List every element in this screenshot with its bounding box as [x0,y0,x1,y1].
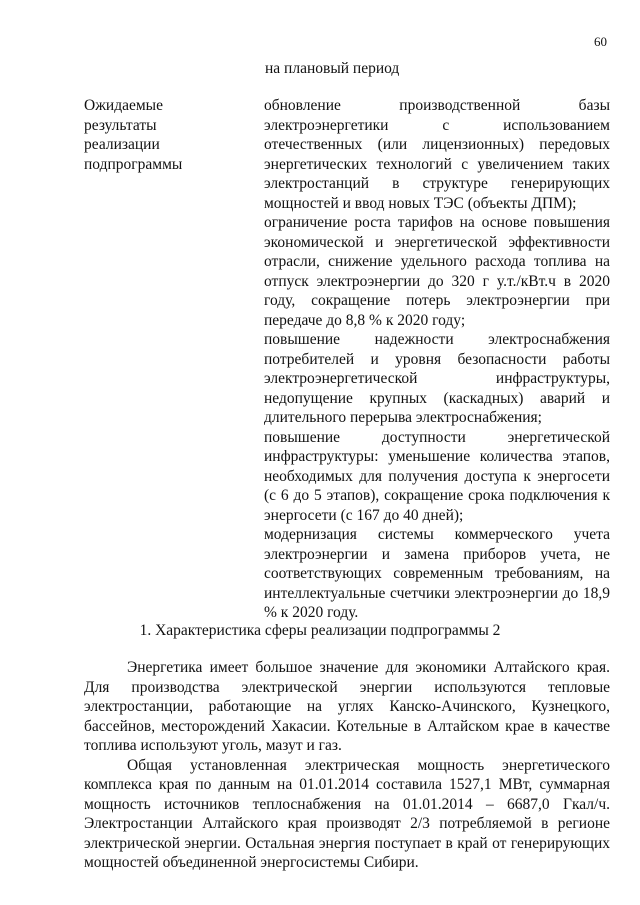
summary-label [84,96,244,174]
paragraph: Общая установленная электрическая мощность энергетического комплекса края по данным на 01.01.2014 составила 1527,1 МВт, суммарная мощность источников теплоснабжения на 01.01.2014 – 6687,0 Гкал/ч. Электростанции Алтайского края производят 2/3 потребляемой в регионе электрической энергии. Остальная энергия поступает в край от генерирующих мощностей объединенной энергосистемы Сибири. [84,756,610,871]
summary-label-line: результаты [84,116,157,134]
page-number: 60 [594,34,607,49]
period-line: на плановый период [265,60,400,77]
result-item: повышение доступности энергетической инфраструктуры: уменьшение количества этапов, необходимых для получения доступа к энергосети (с 6 до 5 этапов), сокращение срока подключения к энергосети (с 167 до 40 дней); [264,428,610,524]
summary-label-line: реализации [84,136,160,153]
body-text [84,658,610,873]
paragraph: Энергетика имеет большое значение для экономики Алтайского края. Для производства электрической энергии используются тепловые электростанции, работающие на углях Канско-Ачинского, Кузнецкого, бассейнов, месторождений Хакасии. Котельные в Алтайском крае в качестве топлива используют уголь, мазут и газ. [84,659,610,754]
section-heading: 1. Характеристика сферы реализации подпрограммы 2 [139,622,501,639]
result-item: ограничение роста тарифов на основе повышения экономической и энергетической эффективности отрасли, снижение удельного расхода топлива на отпуск электроэнергии до 320 г у.т./кВт.ч в 2020 году, сокращение потерь электроэнергии при передаче до 8,8 % к 2020 году; [264,214,610,329]
expected-results [264,96,610,623]
summary-label-line: подпрограммы [84,155,183,173]
result-item: обновление производственной базы электроэнергетики с использованием отечественных (или лицензионных) передовых энергетических технологий с увеличением таких электростанций в структуре генерирующих мощностей и ввод новых ТЭС (объекты ДПМ); [264,97,610,212]
result-item: повышение надежности электроснабжения потребителей и уровня безопасности работы электроэнергетической инфраструктуры, недопущение крупных (каскадных) аварий и длительного перерыва электроснабжения; [264,331,610,426]
result-item: модернизация системы коммерческого учета электроэнергии и замена приборов учета, не соответствующих современным требованиям, на интеллектуальные счетчики электроэнергии до 18,9 % к 2020 году. [264,526,610,621]
summary-label-line: Ожидаемые [84,97,163,114]
